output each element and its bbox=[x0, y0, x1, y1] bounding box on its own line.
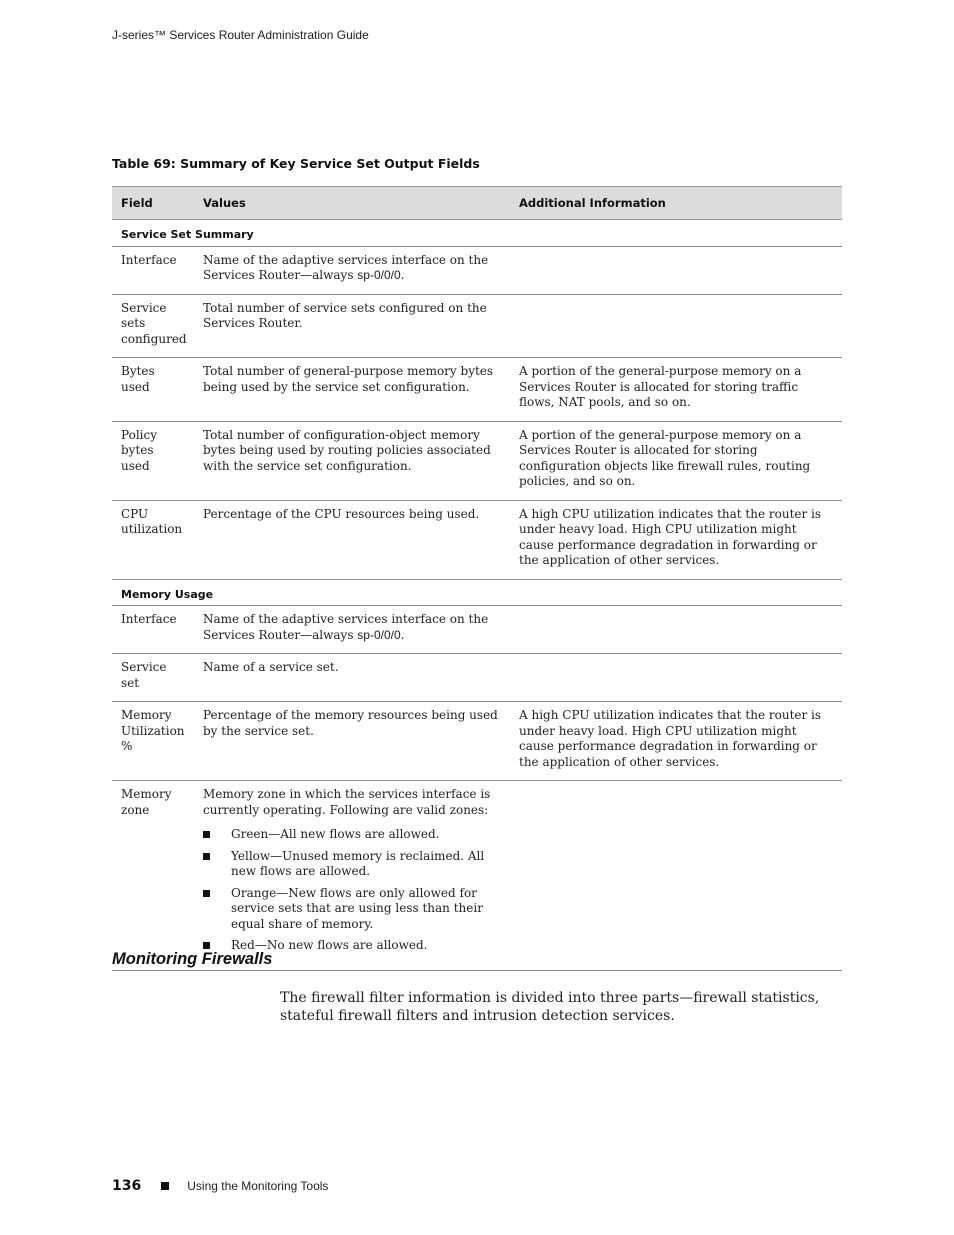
list-item-text: Orange—New flows are only allowed for service sets that are using less than their equal share of memory. bbox=[231, 885, 483, 931]
values-cell: Name of a service set. bbox=[194, 654, 510, 702]
values-text: Name of the adaptive services interface on the Services Router—always bbox=[203, 612, 489, 642]
square-bullet-icon bbox=[203, 831, 210, 838]
list-item bbox=[203, 849, 501, 880]
info-cell bbox=[510, 246, 842, 294]
running-header: J-series™ Services Router Administration Guide bbox=[112, 28, 369, 42]
table-row bbox=[112, 294, 842, 358]
field-cell: Bytes used bbox=[112, 358, 194, 422]
table-row bbox=[112, 654, 842, 702]
section-title: Service Set Summary bbox=[112, 220, 842, 247]
square-separator-icon bbox=[161, 1182, 169, 1190]
info-cell bbox=[510, 294, 842, 358]
info-cell bbox=[510, 654, 842, 702]
interface-code: sp-0/0/0 bbox=[357, 268, 401, 282]
list-item-text: Yellow—Unused memory is reclaimed. All new flows are allowed. bbox=[231, 848, 485, 878]
square-bullet-icon bbox=[203, 942, 210, 949]
square-bullet-icon bbox=[203, 890, 210, 897]
values-cell: Total number of service sets configured on the Services Router. bbox=[194, 294, 510, 358]
values-cell: Total number of configuration-object memory bytes being used by routing policies associated with the service set configuration. bbox=[194, 421, 510, 500]
field-cell: CPU utilization bbox=[112, 500, 194, 579]
table-row bbox=[112, 781, 842, 971]
values-text: Memory zone in which the services interface is currently operating. Following are valid zones: bbox=[203, 787, 491, 817]
page-footer bbox=[112, 1178, 328, 1194]
square-bullet-icon bbox=[203, 853, 210, 860]
info-cell: A high CPU utilization indicates that the router is under heavy load. High CPU utilization might cause performance degradation in forwarding or the application of other services. bbox=[510, 702, 842, 781]
values-cell: Total number of general-purpose memory bytes being used by the service set configuration. bbox=[194, 358, 510, 422]
column-header-additional-information: Additional Information bbox=[510, 187, 842, 220]
service-set-fields-table bbox=[112, 186, 842, 971]
table-row bbox=[112, 246, 842, 294]
info-cell: A portion of the general-purpose memory on a Services Router is allocated for storing configuration objects like firewall rules, routing policies, and so on. bbox=[510, 421, 842, 500]
table-row bbox=[112, 358, 842, 422]
table-row bbox=[112, 606, 842, 654]
info-cell bbox=[510, 606, 842, 654]
values-text-end: . bbox=[400, 627, 405, 642]
body-paragraph: The firewall filter information is divided into three parts—firewall statistics, stateful firewall filters and intrusion detection services. bbox=[280, 990, 820, 1024]
field-cell: Memory Utilization % bbox=[112, 702, 194, 781]
values-text: Name of the adaptive services interface on the Services Router—always bbox=[203, 252, 489, 282]
list-item-text: Red—No new flows are allowed. bbox=[231, 938, 428, 952]
values-cell: Percentage of the CPU resources being used. bbox=[194, 500, 510, 579]
column-header-values: Values bbox=[194, 187, 510, 220]
field-cell: Interface bbox=[112, 246, 194, 294]
info-cell: A high CPU utilization indicates that the router is under heavy load. High CPU utilization might cause performance degradation in forwarding or the application of other services. bbox=[510, 500, 842, 579]
table-row bbox=[112, 421, 842, 500]
footer-chapter-title: Using the Monitoring Tools bbox=[187, 1179, 329, 1193]
info-cell: A portion of the general-purpose memory on a Services Router is allocated for storing traffic flows, NAT pools, and so on. bbox=[510, 358, 842, 422]
field-cell: Policy bytes used bbox=[112, 421, 194, 500]
interface-code: sp-0/0/0 bbox=[357, 627, 401, 642]
list-item bbox=[203, 886, 501, 933]
table-header-row bbox=[112, 187, 842, 220]
table-caption: Table 69: Summary of Key Service Set Output Fields bbox=[112, 156, 480, 171]
list-item-text: Green—All new flows are allowed. bbox=[231, 827, 440, 841]
values-cell: Percentage of the memory resources being used by the service set. bbox=[194, 702, 510, 781]
field-cell: Service set bbox=[112, 654, 194, 702]
field-cell: Memory zone bbox=[112, 781, 194, 971]
table-section-row bbox=[112, 220, 842, 247]
values-cell bbox=[194, 606, 510, 654]
list-item bbox=[203, 827, 501, 843]
values-text-end: . bbox=[400, 268, 405, 282]
memory-zone-list bbox=[203, 827, 501, 954]
table-section-row bbox=[112, 579, 842, 606]
table-row bbox=[112, 500, 842, 579]
section-heading: Monitoring Firewalls bbox=[112, 950, 273, 968]
page-number: 136 bbox=[112, 1178, 142, 1194]
values-cell bbox=[194, 781, 510, 971]
info-cell bbox=[510, 781, 842, 971]
field-cell: Interface bbox=[112, 606, 194, 654]
field-cell: Service sets configured bbox=[112, 294, 194, 358]
section-title: Memory Usage bbox=[112, 579, 842, 606]
table-row bbox=[112, 702, 842, 781]
column-header-field: Field bbox=[112, 187, 194, 220]
values-cell bbox=[194, 246, 510, 294]
